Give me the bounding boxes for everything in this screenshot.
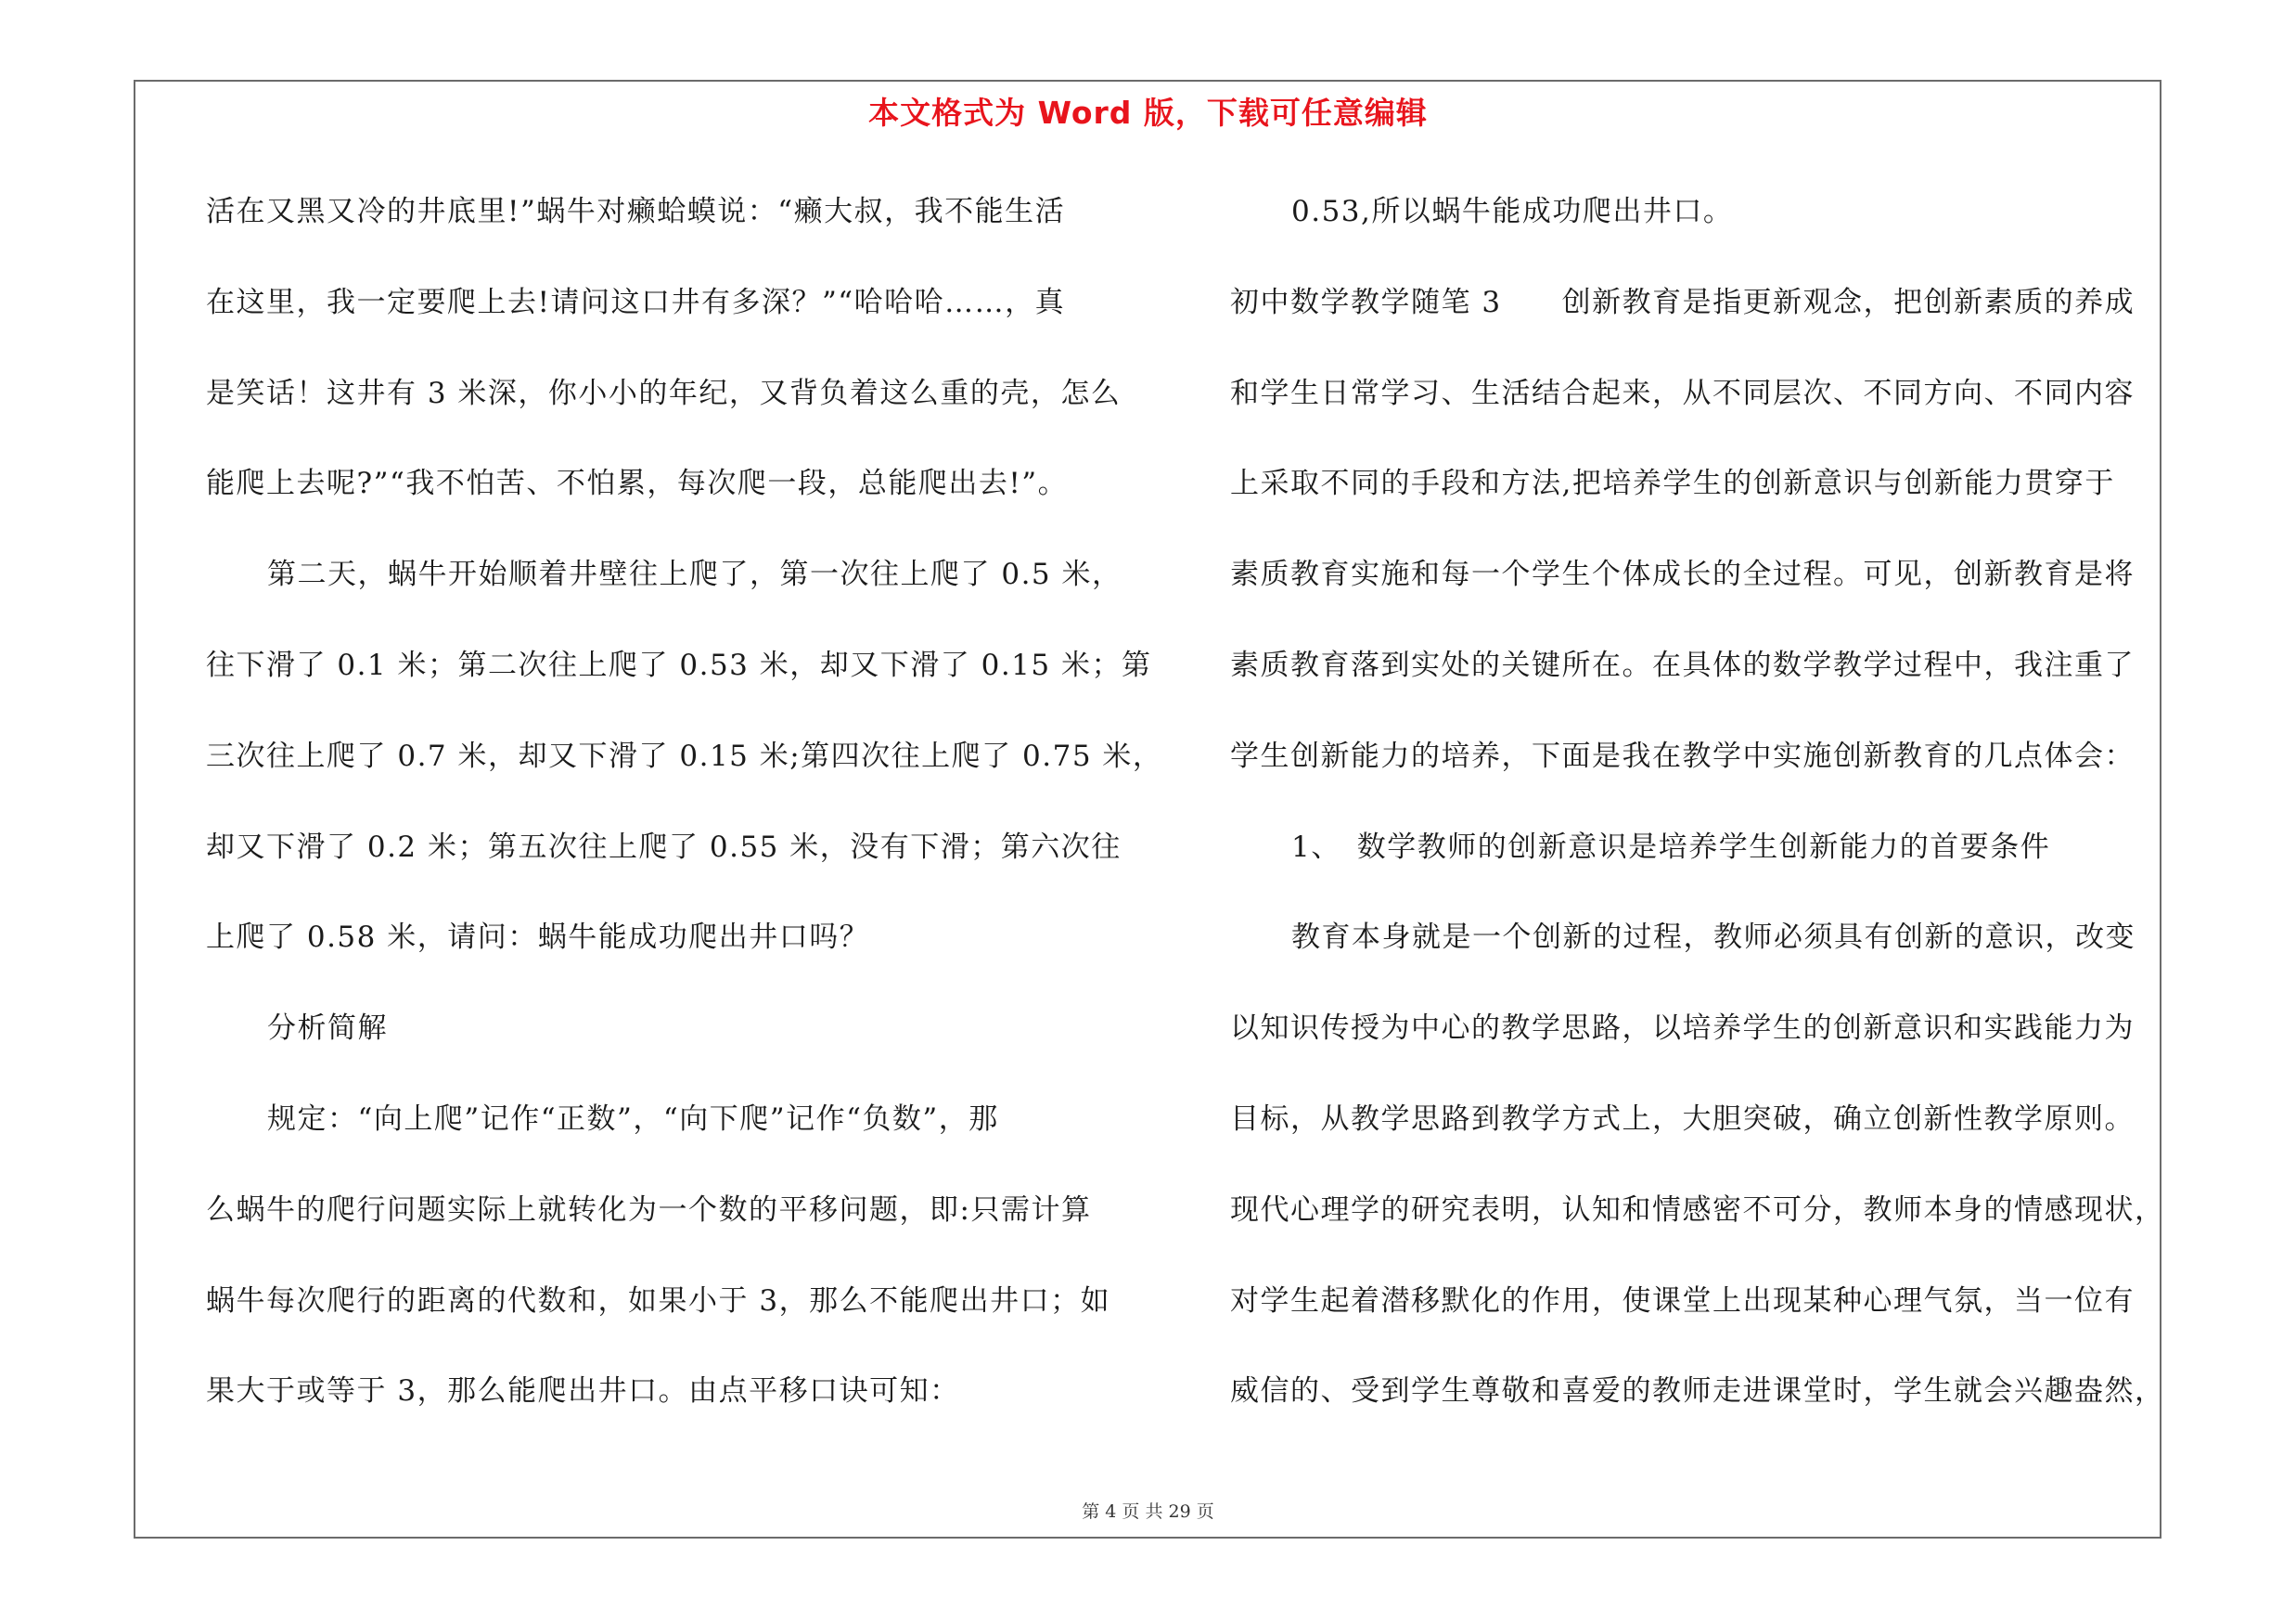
text-line: 上爬了 0.58 米，请问：蜗牛能成功爬出井口吗？ xyxy=(206,921,870,955)
text-line: 对学生起着潜移默化的作用，使课堂上出现某种心理气氛，当一位有 xyxy=(1230,1283,2135,1318)
text-line: 素质教育落到实处的关键所在。在具体的数学教学过程中，我注重了 xyxy=(1230,648,2135,682)
text-line: 以知识传授为中心的教学思路，以培养学生的创新意识和实践能力为 xyxy=(1230,1011,2135,1046)
text-line: 素质教育实施和每一个学生个体成长的全过程。可见，创新教育是将 xyxy=(1230,558,2135,592)
text-line: 在这里，我一定要爬上去!请问这口井有多深？”“哈哈哈……，真 xyxy=(206,285,1066,319)
text-line: 蜗牛每次爬行的距离的代数和，如果小于 3，那么不能爬出井口；如 xyxy=(206,1283,1111,1318)
text-line: 教育本身就是一个创新的过程，教师必须具有创新的意识，改变 xyxy=(1291,921,2136,955)
format-banner: 本文格式为 Word 版，下载可任意编辑 xyxy=(868,95,1428,131)
text-line: 却又下滑了 0.2 米；第五次往上爬了 0.55 米，没有下滑；第六次往 xyxy=(206,830,1122,864)
text-line: 威信的、受到学生尊敬和喜爱的教师走进课堂时，学生就会兴趣盎然， xyxy=(1230,1374,2165,1409)
right-column xyxy=(1230,182,2165,1452)
text-line: 0.53,所以蜗牛能成功爬出井口。 xyxy=(1291,195,1734,228)
left-column xyxy=(206,182,1163,1452)
text-line: 现代心理学的研究表明，认知和情感密不可分，教师本身的情感现状， xyxy=(1230,1192,2165,1227)
text-line: 规定：“向上爬”记作“正数”，“向下爬”记作“负数”，那 xyxy=(267,1101,999,1136)
text-line: 上采取不同的手段和方法,把培养学生的创新意识与创新能力贯穿于 xyxy=(1230,467,2115,501)
numbered-heading: 1、 数学教师的创新意识是培养学生创新能力的首要条件 xyxy=(1291,830,2051,864)
section-heading: 分析简解 xyxy=(267,1011,388,1046)
text-line: 能爬上去呢?”“我不怕苦、不怕累，每次爬一段，总能爬出去!”。 xyxy=(206,467,1069,501)
text-line: 往下滑了 0.1 米；第二次往上爬了 0.53 米，却又下滑了 0.15 米；第 xyxy=(206,648,1152,682)
text-line: 果大于或等于 3，那么能爬出井口。由点平移口诀可知： xyxy=(206,1374,960,1409)
text-line: 学生创新能力的培养，下面是我在教学中实施创新教育的几点体会： xyxy=(1230,739,2135,773)
text-line: 目标，从教学思路到教学方式上，大胆突破，确立创新性教学原则。 xyxy=(1230,1101,2135,1136)
text-line: 是笑话！这井有 3 米深，你小小的年纪，又背负着这么重的壳，怎么 xyxy=(206,376,1122,410)
essay-title-line: 初中数学教学随笔 3 创新教育是指更新观念，把创新素质的养成 xyxy=(1230,285,2136,319)
text-line: 活在又黑又冷的井底里!”蜗牛对癞蛤蟆说：“癞大叔，我不能生活 xyxy=(206,195,1066,228)
text-line: 三次往上爬了 0.7 米，却又下滑了 0.15 米;第四次往上爬了 0.75 米， xyxy=(206,739,1163,773)
text-line: 么蜗牛的爬行问题实际上就转化为一个数的平移问题，即:只需计算 xyxy=(206,1192,1092,1227)
text-line: 第二天，蜗牛开始顺着井壁往上爬了，第一次往上爬了 0.5 米， xyxy=(267,558,1122,592)
page-number: 第 4 页 共 29 页 xyxy=(1082,1501,1214,1522)
text-line: 和学生日常学习、生活结合起来，从不同层次、不同方向、不同内容 xyxy=(1230,376,2135,410)
